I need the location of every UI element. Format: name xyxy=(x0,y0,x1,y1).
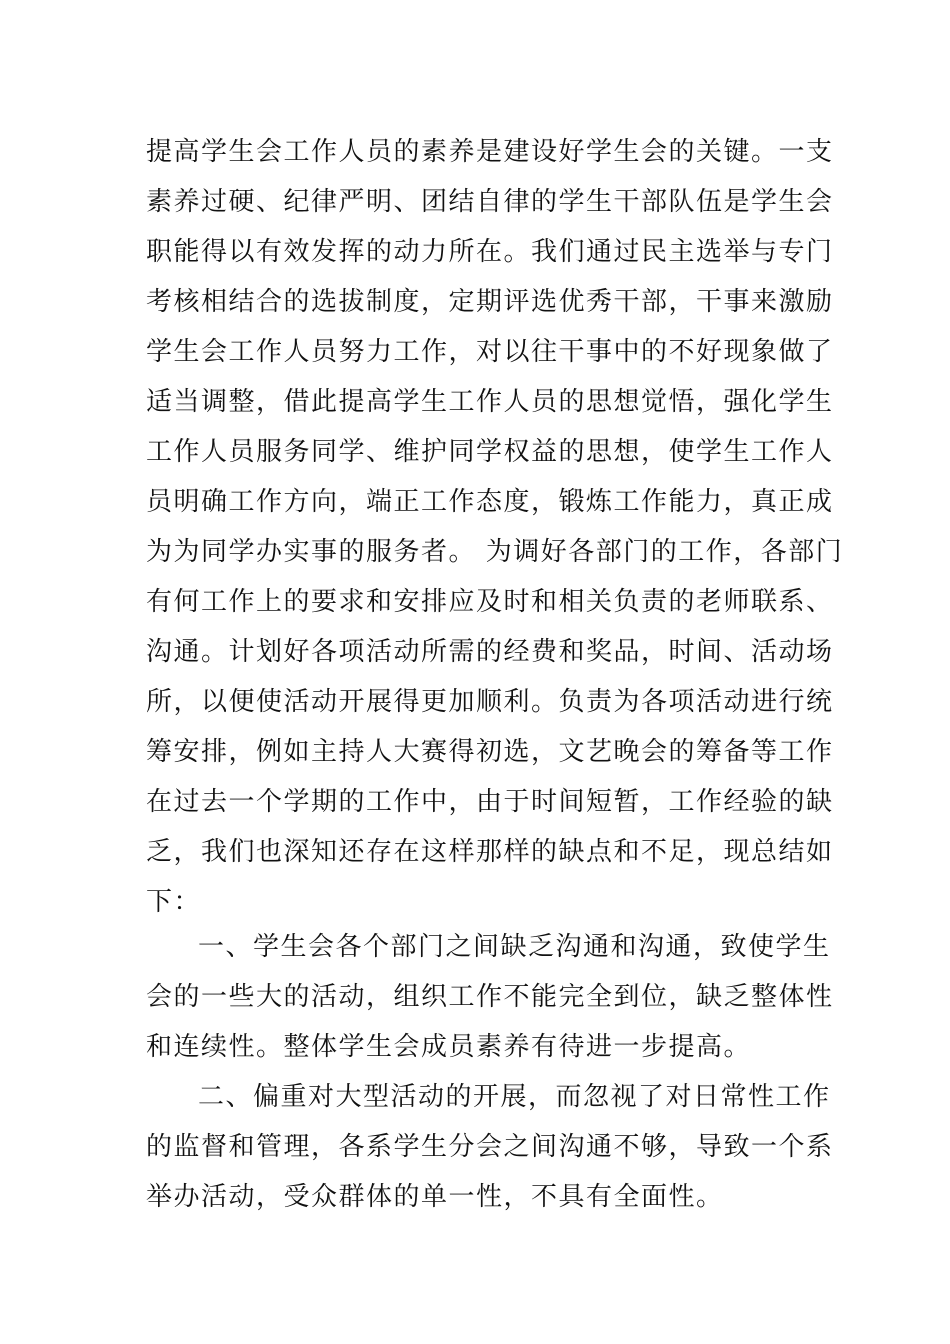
text-line: 为为同学办实事的服务者。 为调好各部门的工作，各部门 xyxy=(146,537,844,567)
text-line: 所，以便使活动开展得更加顺利。负责为各项活动进行统 xyxy=(146,687,834,717)
text-line: 适当调整，借此提高学生工作人员的思想觉悟，强化学生 xyxy=(146,387,834,417)
text-line: 员明确工作方向，端正工作态度，锻炼工作能力，真正成 xyxy=(146,487,834,517)
paragraph-1 xyxy=(146,127,844,927)
text-line: 二、偏重对大型活动的开展，而忽视了对日常性工作 xyxy=(198,1082,831,1112)
text-line: 提高学生会工作人员的素养是建设好学生会的关键。一支 xyxy=(146,137,834,167)
text-line: 乏，我们也深知还存在这样那样的缺点和不足，现总结如 xyxy=(146,837,834,867)
text-line: 和连续性。整体学生会成员素养有待进一步提高。 xyxy=(146,1032,752,1062)
text-line: 举办活动，受众群体的单一性，不具有全面性。 xyxy=(146,1182,724,1212)
text-line: 下： xyxy=(146,887,202,917)
text-line: 的监督和管理，各系学生分会之间沟通不够，导致一个系 xyxy=(146,1132,834,1162)
paragraph-3 xyxy=(146,1072,834,1222)
text-line: 学生会工作人员努力工作，对以往干事中的不好现象做了 xyxy=(146,337,834,367)
text-line: 在过去一个学期的工作中，由于时间短暂，工作经验的缺 xyxy=(146,787,834,817)
text-line: 筹安排，例如主持人大赛得初选，文艺晚会的筹备等工作 xyxy=(146,737,834,767)
text-line: 工作人员服务同学、维护同学权益的思想，使学生工作人 xyxy=(146,437,834,467)
paragraph-2 xyxy=(146,922,834,1072)
text-line: 一、学生会各个部门之间缺乏沟通和沟通，致使学生 xyxy=(198,932,831,962)
text-line: 素养过硬、纪律严明、团结自律的学生干部队伍是学生会 xyxy=(146,187,834,217)
text-line: 会的一些大的活动，组织工作不能完全到位，缺乏整体性 xyxy=(146,982,834,1012)
text-line: 沟通。计划好各项活动所需的经费和奖品，时间、活动场 xyxy=(146,637,834,667)
text-line: 考核相结合的选拔制度，定期评选优秀干部，干事来激励 xyxy=(146,287,834,317)
text-line: 职能得以有效发挥的动力所在。我们通过民主选举与专门 xyxy=(146,237,834,267)
text-line: 有何工作上的要求和安排应及时和相关负责的老师联系、 xyxy=(146,587,834,617)
